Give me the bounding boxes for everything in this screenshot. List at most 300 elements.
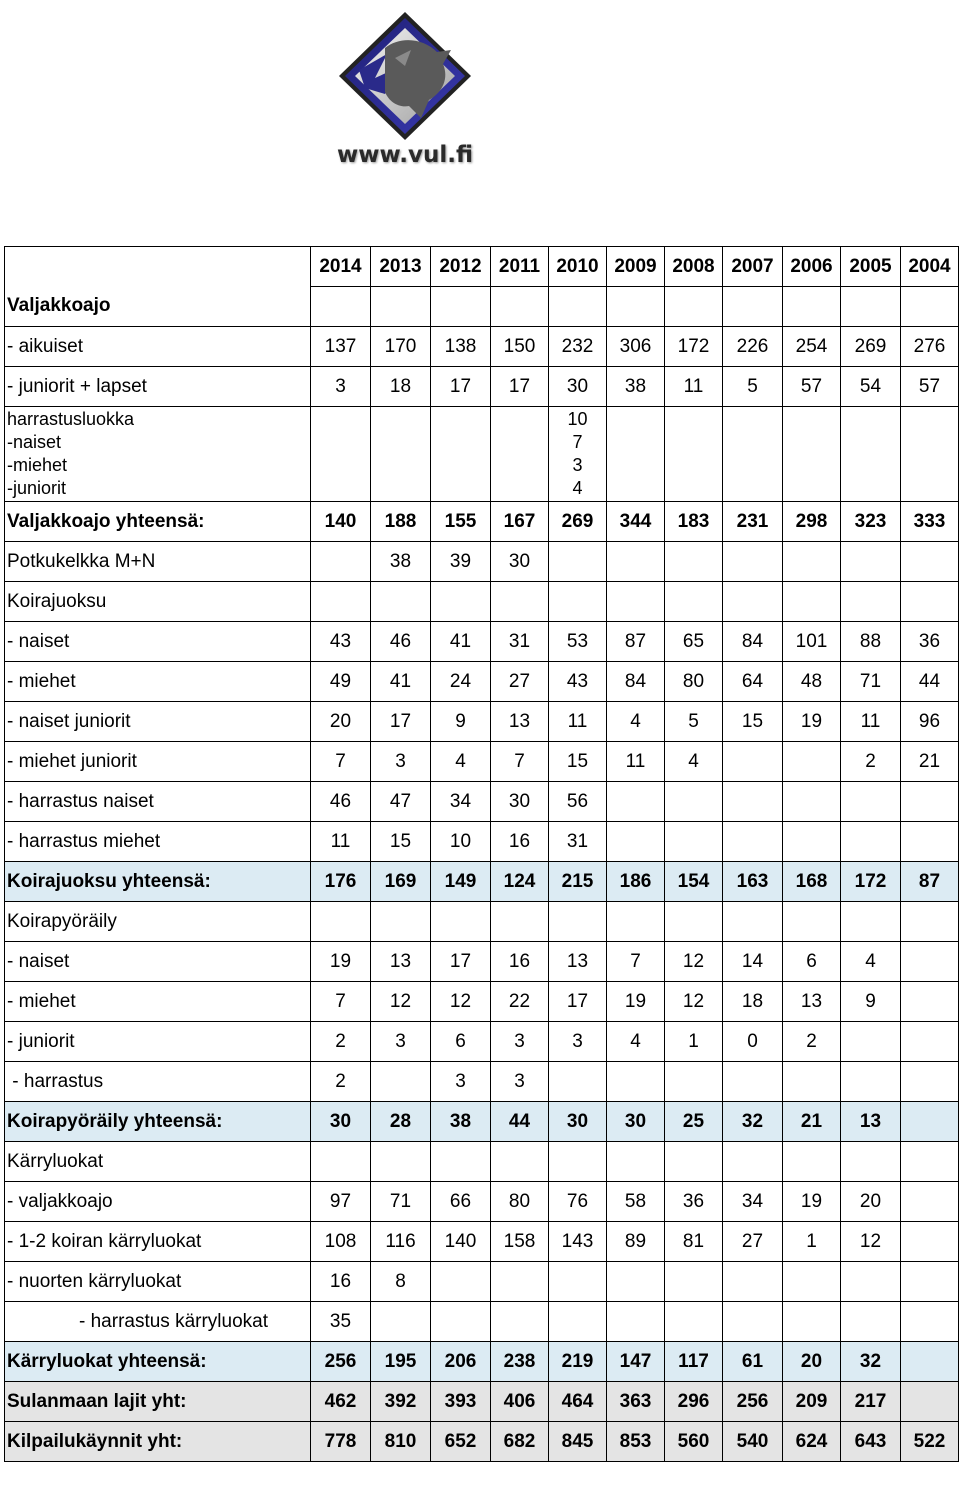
value-cell [783, 1422, 841, 1462]
cell-value: 28 [389, 1110, 412, 1132]
row-label-cell [5, 862, 311, 902]
table-row [5, 1262, 959, 1302]
value-cell [431, 287, 491, 327]
cell-value: 195 [384, 1350, 417, 1372]
cell-value: 296 [677, 1390, 710, 1412]
value-cell [491, 782, 549, 822]
value-cell [311, 1062, 371, 1102]
value-cell [607, 982, 665, 1022]
value-cell [371, 1422, 431, 1462]
value-cell [723, 1102, 783, 1142]
value-cell [431, 1022, 491, 1062]
row-label: - juniorit + lapset [7, 375, 147, 397]
value-cell [491, 982, 549, 1022]
row-label-cell [5, 542, 311, 582]
row-label: - harrastus kärryluokat [79, 1310, 269, 1332]
value-cell [901, 902, 959, 942]
cell-value: 168 [795, 870, 828, 892]
cell-value: 344 [619, 510, 652, 532]
cell-value: 7 [335, 750, 346, 772]
row-label-cell [5, 1302, 311, 1342]
value-cell [841, 982, 901, 1022]
value-cell [665, 902, 723, 942]
header-corner-cell [5, 247, 311, 287]
row-label-cell [5, 622, 311, 662]
value-cell [841, 407, 901, 502]
year-header-cell: 2006 [783, 247, 841, 287]
logo-url-text: www.vul.fi [336, 142, 474, 168]
value-cell [841, 782, 901, 822]
cell-value: 464 [561, 1390, 594, 1412]
value-cell [549, 662, 607, 702]
value-cell [371, 367, 431, 407]
cell-value: 209 [795, 1390, 828, 1412]
value-cell [431, 662, 491, 702]
value-cell [431, 782, 491, 822]
cell-value: 226 [736, 335, 769, 357]
cell-value: 9 [455, 710, 466, 732]
value-cell [783, 982, 841, 1022]
value-cell [431, 1422, 491, 1462]
table-row [5, 862, 959, 902]
value-cell [311, 822, 371, 862]
cell-value: 97 [329, 1190, 352, 1212]
value-cell [549, 782, 607, 822]
value-cell [491, 1422, 549, 1462]
value-cell [491, 902, 549, 942]
value-cell [491, 1262, 549, 1302]
value-cell [549, 502, 607, 542]
value-cell [431, 982, 491, 1022]
value-cell [431, 1142, 491, 1182]
value-cell [491, 1062, 549, 1102]
cell-value: 116 [385, 1230, 416, 1252]
row-label-cell [5, 1222, 311, 1262]
cell-value: 219 [561, 1350, 594, 1372]
cell-value: 7 [335, 990, 346, 1012]
value-cell [491, 1342, 549, 1382]
value-cell [549, 407, 607, 502]
row-label-cell [5, 1182, 311, 1222]
cell-value: 624 [795, 1430, 828, 1452]
cell-value: 298 [795, 510, 828, 532]
value-cell [311, 1302, 371, 1342]
cell-value: 3 [572, 1030, 583, 1052]
value-cell [723, 1022, 783, 1062]
value-cell [311, 862, 371, 902]
value-cell [371, 742, 431, 782]
value-cell [431, 502, 491, 542]
row-label-cell [5, 1062, 311, 1102]
cell-value: 8 [395, 1270, 406, 1292]
value-cell [371, 1022, 431, 1062]
year-header-cell: 2005 [841, 247, 901, 287]
cell-value: 238 [503, 1350, 536, 1372]
value-cell [371, 1382, 431, 1422]
value-cell [841, 742, 901, 782]
value-cell [783, 902, 841, 942]
value-cell [665, 1342, 723, 1382]
row-label: - naiset [7, 630, 70, 652]
value-cell [841, 542, 901, 582]
value-cell [311, 582, 371, 622]
value-cell [665, 822, 723, 862]
cell-value: 652 [444, 1430, 477, 1452]
value-cell [311, 1182, 371, 1222]
value-cell [431, 1342, 491, 1382]
row-label: - 1-2 koiran kärryluokat [7, 1230, 202, 1252]
value-cell [723, 1182, 783, 1222]
value-cell [549, 542, 607, 582]
vul-logo [325, 8, 485, 188]
row-label-cell [5, 782, 311, 822]
cell-value: 12 [682, 990, 705, 1012]
cell-value: 155 [444, 510, 477, 532]
value-cell [783, 327, 841, 367]
row-label-cell [5, 407, 311, 502]
cell-value: 3 [335, 375, 346, 397]
value-cell [665, 982, 723, 1022]
value-cell [723, 902, 783, 942]
value-cell [723, 822, 783, 862]
value-cell [431, 367, 491, 407]
value-cell [783, 502, 841, 542]
cell-value: 80 [682, 670, 705, 692]
cell-value: 43 [566, 670, 589, 692]
value-cell [431, 1382, 491, 1422]
value-cell [371, 1222, 431, 1262]
value-cell [549, 1302, 607, 1342]
value-cell [491, 862, 549, 902]
value-cell [665, 1062, 723, 1102]
value-cell [607, 702, 665, 742]
value-cell [665, 1262, 723, 1302]
cell-value: 19 [624, 990, 647, 1012]
value-cell [901, 407, 959, 502]
cell-value: 19 [800, 1190, 823, 1212]
cell-value: 163 [736, 870, 769, 892]
value-cell [431, 1222, 491, 1262]
table-row [5, 542, 959, 582]
cell-value: 6 [806, 950, 817, 972]
value-cell [841, 1222, 901, 1262]
table-row [5, 1222, 959, 1262]
cell-value: 101 [795, 630, 828, 652]
value-cell [607, 1422, 665, 1462]
value-cell [841, 502, 901, 542]
cell-value: 21 [800, 1110, 823, 1132]
value-cell [901, 742, 959, 782]
row-label-cell [5, 502, 311, 542]
value-cell [311, 287, 371, 327]
cell-value: 16 [508, 950, 531, 972]
cell-value: 30 [624, 1110, 647, 1132]
value-cell [549, 1342, 607, 1382]
value-cell [491, 822, 549, 862]
value-cell [841, 702, 901, 742]
row-label-cell [5, 662, 311, 702]
cell-value: 540 [736, 1430, 769, 1452]
value-cell [491, 367, 549, 407]
cell-value: 87 [918, 870, 941, 892]
value-cell [311, 942, 371, 982]
value-cell [841, 1422, 901, 1462]
value-cell [665, 862, 723, 902]
value-cell [723, 1382, 783, 1422]
value-cell [841, 1182, 901, 1222]
value-cell [607, 1182, 665, 1222]
cell-value: 323 [854, 510, 887, 532]
cell-value: 66 [449, 1190, 472, 1212]
value-cell [783, 942, 841, 982]
value-cell [607, 742, 665, 782]
row-label-cell [5, 287, 311, 327]
cell-value: 13 [859, 1110, 882, 1132]
value-cell [371, 1342, 431, 1382]
cell-value: 54 [859, 375, 882, 397]
cell-value: 215 [561, 870, 594, 892]
cell-value: 19 [329, 950, 352, 972]
value-cell [607, 327, 665, 367]
value-cell [491, 1222, 549, 1262]
value-cell [431, 742, 491, 782]
row-label: Valjakkoajo yhteensä: [7, 510, 205, 532]
value-cell [723, 542, 783, 582]
value-cell [311, 407, 371, 502]
cell-value: 140 [444, 1230, 477, 1252]
value-cell [607, 942, 665, 982]
value-cell [723, 327, 783, 367]
value-cell [901, 287, 959, 327]
cell-value: 138 [444, 335, 477, 357]
value-cell [607, 902, 665, 942]
value-cell [431, 407, 491, 502]
cell-value: 170 [384, 335, 417, 357]
cell-value: 13 [389, 950, 412, 972]
value-cell [901, 982, 959, 1022]
value-cell [901, 782, 959, 822]
cell-value: 11 [860, 710, 881, 732]
table-row [5, 1302, 959, 1342]
value-cell [549, 1182, 607, 1222]
row-label-cell [5, 1142, 311, 1182]
value-cell [549, 1062, 607, 1102]
value-cell [783, 1342, 841, 1382]
cell-value: 21 [918, 750, 941, 772]
value-cell [371, 542, 431, 582]
table-row [5, 1142, 959, 1182]
table-row [5, 1022, 959, 1062]
value-cell [841, 582, 901, 622]
cell-value: 4 [688, 750, 699, 772]
row-label: - harrastus naiset [7, 790, 154, 812]
cell-value: 10 [449, 830, 472, 852]
value-cell [491, 742, 549, 782]
value-cell [723, 1062, 783, 1102]
value-cell [491, 942, 549, 982]
value-cell [901, 502, 959, 542]
row-label-cell [5, 942, 311, 982]
row-label: Potkukelkka M+N [7, 550, 156, 572]
cell-value: 232 [561, 335, 594, 357]
value-cell [371, 942, 431, 982]
cell-value: 13 [508, 710, 531, 732]
row-label-cell [5, 742, 311, 782]
value-cell [549, 1102, 607, 1142]
value-cell [901, 582, 959, 622]
value-cell [491, 502, 549, 542]
cell-value: 9 [865, 990, 876, 1012]
row-label: Koirajuoksu yhteensä: [7, 870, 211, 892]
value-cell [841, 1102, 901, 1142]
value-cell [665, 502, 723, 542]
cell-value: 276 [913, 335, 946, 357]
value-cell [311, 622, 371, 662]
value-cell [901, 622, 959, 662]
cell-value: 158 [503, 1230, 536, 1252]
value-cell [371, 287, 431, 327]
cell-value: 143 [561, 1230, 594, 1252]
value-cell [665, 1022, 723, 1062]
cell-value: 124 [503, 870, 536, 892]
value-cell [901, 327, 959, 367]
value-cell [665, 1302, 723, 1342]
cell-value: 17 [449, 950, 472, 972]
value-cell [723, 502, 783, 542]
value-cell [723, 942, 783, 982]
table-row [5, 1062, 959, 1102]
row-label: Kärryluokat yhteensä: [7, 1350, 207, 1372]
cell-value: 20 [800, 1350, 823, 1372]
row-label-cell [5, 327, 311, 367]
year-header-cell: 2011 [491, 247, 549, 287]
value-cell [431, 862, 491, 902]
table-row [5, 742, 959, 782]
value-cell [311, 1142, 371, 1182]
cell-value: 46 [389, 630, 412, 652]
cell-value: 4 [630, 710, 641, 732]
value-cell [371, 982, 431, 1022]
cell-value: 140 [324, 510, 357, 532]
value-cell [371, 1142, 431, 1182]
value-cell [371, 622, 431, 662]
cell-value: 108 [324, 1230, 357, 1252]
cell-value: 12 [682, 950, 705, 972]
row-label: - miehet [7, 990, 76, 1012]
value-cell [549, 902, 607, 942]
value-cell [371, 822, 431, 862]
cell-value: 5 [688, 710, 699, 732]
cell-value: 778 [324, 1430, 357, 1452]
row-label-cell [5, 1382, 311, 1422]
cell-value: 10 7 3 4 [567, 409, 588, 498]
cell-value: 30 [566, 1110, 589, 1132]
cell-value: 41 [389, 670, 412, 692]
cell-value: 462 [324, 1390, 357, 1412]
value-cell [371, 782, 431, 822]
year-header-cell: 2004 [901, 247, 959, 287]
value-cell [491, 702, 549, 742]
cell-value: 3 [514, 1030, 525, 1052]
table-row [5, 942, 959, 982]
cell-value: 12 [449, 990, 472, 1012]
cell-value: 30 [508, 790, 531, 812]
table-row [5, 982, 959, 1022]
value-cell [371, 862, 431, 902]
cell-value: 84 [741, 630, 764, 652]
cell-value: 17 [449, 375, 472, 397]
cell-value: 71 [389, 1190, 412, 1212]
value-cell [311, 1422, 371, 1462]
value-cell [901, 1022, 959, 1062]
cell-value: 25 [682, 1110, 705, 1132]
cell-value: 0 [747, 1030, 758, 1052]
cell-value: 643 [854, 1430, 887, 1452]
value-cell [723, 662, 783, 702]
value-cell [723, 1222, 783, 1262]
cell-value: 16 [329, 1270, 352, 1292]
value-cell [901, 702, 959, 742]
statistics-table [4, 246, 959, 1462]
value-cell [549, 862, 607, 902]
value-cell [431, 1102, 491, 1142]
cell-value: 11 [683, 375, 704, 397]
table-row [5, 1382, 959, 1422]
value-cell [901, 1222, 959, 1262]
value-cell [723, 1422, 783, 1462]
value-cell [841, 1022, 901, 1062]
row-label-cell [5, 1262, 311, 1302]
cell-value: 188 [384, 510, 417, 532]
value-cell [549, 327, 607, 367]
value-cell [607, 502, 665, 542]
cell-value: 76 [566, 1190, 589, 1212]
value-cell [901, 942, 959, 982]
cell-value: 172 [677, 335, 710, 357]
value-cell [665, 1422, 723, 1462]
cell-value: 269 [854, 335, 887, 357]
year-header-cell: 2008 [665, 247, 723, 287]
cell-value: 2 [806, 1030, 817, 1052]
table-row [5, 1102, 959, 1142]
cell-value: 47 [389, 790, 412, 812]
cell-value: 256 [324, 1350, 357, 1372]
value-cell [311, 782, 371, 822]
value-cell [841, 1142, 901, 1182]
cell-value: 254 [795, 335, 828, 357]
cell-value: 44 [508, 1110, 531, 1132]
year-header-cell: 2007 [723, 247, 783, 287]
cell-value: 522 [913, 1430, 946, 1452]
value-cell [431, 1182, 491, 1222]
cell-value: 682 [503, 1430, 536, 1452]
value-cell [607, 622, 665, 662]
value-cell [783, 1102, 841, 1142]
cell-value: 96 [918, 710, 941, 732]
value-cell [723, 1342, 783, 1382]
cell-value: 333 [913, 510, 946, 532]
row-label-cell [5, 1422, 311, 1462]
cell-value: 38 [624, 375, 647, 397]
row-label-cell [5, 1022, 311, 1062]
value-cell [549, 1422, 607, 1462]
value-cell [491, 407, 549, 502]
value-cell [549, 1222, 607, 1262]
table-row [5, 1422, 959, 1462]
value-cell [783, 622, 841, 662]
cell-value: 18 [741, 990, 764, 1012]
row-label: - harrastus [7, 1070, 104, 1092]
